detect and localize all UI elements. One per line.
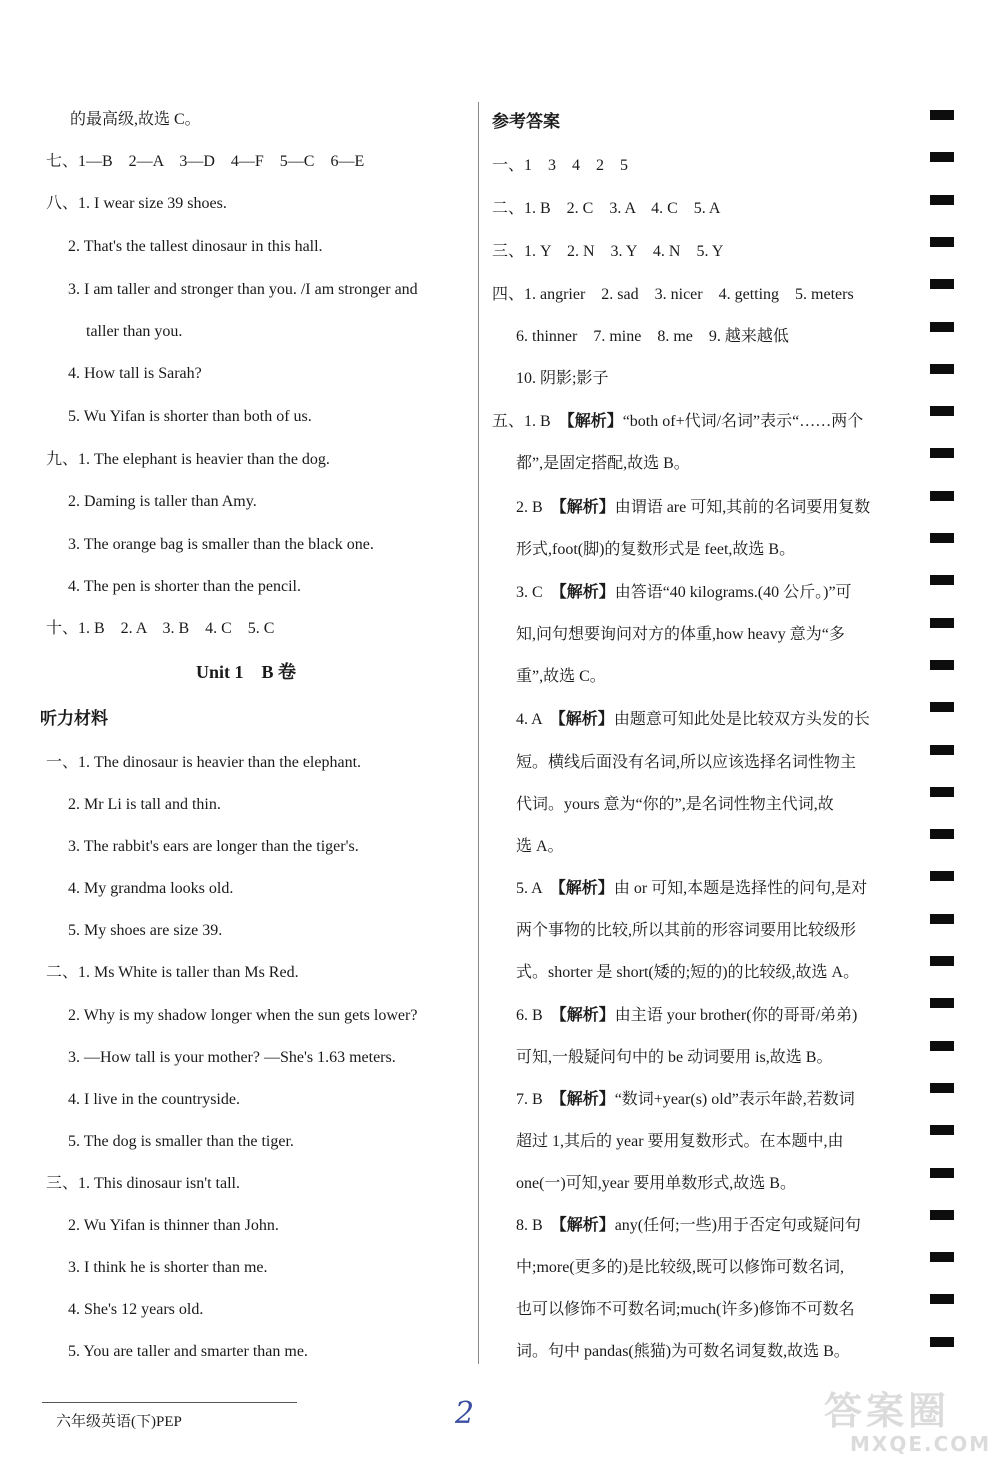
item-number: 4. A: [516, 711, 558, 728]
right-line: 词。句中 pandas(熊猫)为可数名词复数,故选 B。: [516, 1343, 850, 1360]
edge-bar: [930, 1294, 954, 1304]
item-number: 3. C: [516, 584, 559, 601]
left-line: 3. The orange bag is smaller than the black one.: [68, 536, 374, 553]
analysis-tag: 【解析】: [558, 1007, 615, 1024]
edge-bar: [930, 1252, 954, 1262]
right-line: 10. 阴影;影子: [516, 370, 609, 387]
analysis-tag: 【解析】: [566, 413, 623, 430]
edge-bar: [930, 745, 954, 755]
right-line: 式。shorter 是 short(矮的;短的)的比较级,故选 A。: [516, 964, 860, 981]
edge-bar: [930, 998, 954, 1008]
right-line: 三、1. Y 2. N 3. Y 4. N 5. Y: [492, 243, 724, 260]
right-line: 6. thinner 7. mine 8. me 9. 越来越低: [516, 328, 789, 345]
analysis-tag: 【解析】: [558, 584, 615, 601]
right-line: 代词。yours 意为“你的”,是名词性物主代词,故: [516, 796, 834, 813]
edge-bar: [930, 195, 954, 205]
left-line: 的最高级,故选 C。: [70, 111, 201, 128]
left-line: 七、1—B 2—A 3—D 4—F 5—C 6—E: [46, 153, 365, 170]
edge-bar: [930, 322, 954, 332]
left-line: 九、1. The elephant is heavier than the dog.: [46, 451, 330, 468]
edge-bar: [930, 1210, 954, 1220]
left-line: 十、1. B 2. A 3. B 4. C 5. C: [46, 620, 275, 637]
edge-bar: [930, 237, 954, 247]
item-number: 2. B: [516, 499, 559, 516]
right-line: 短。横线后面没有名词,所以应该选择名词性物主: [516, 754, 857, 771]
right-line: 重”,故选 C。: [516, 668, 606, 685]
right-line: 四、1. angrier 2. sad 3. nicer 4. getting 5. meters: [492, 286, 854, 303]
edge-bar: [930, 787, 954, 797]
left-line: 3. I am taller and stronger than you. /I am stronger and: [68, 281, 418, 298]
right-line: 选 A。: [516, 838, 564, 855]
analysis-tag: 【解析】: [558, 1091, 615, 1108]
edge-bar: [930, 1125, 954, 1135]
analysis-tag: 【解析】: [557, 711, 614, 728]
analysis-text: 由答语“40 kilograms.(40 公斤。)”可: [614, 584, 852, 601]
analysis-line: [492, 410, 863, 434]
section-heading: 听力材料: [40, 709, 108, 728]
edge-bar: [930, 1168, 954, 1178]
left-line: 4. I live in the countryside.: [68, 1091, 240, 1108]
analysis-line: [516, 1088, 855, 1112]
left-line: 5. Wu Yifan is shorter than both of us.: [68, 408, 312, 425]
right-line: 知,问句想要询问对方的体重,how heavy 意为“多: [516, 626, 845, 643]
left-line: 4. How tall is Sarah?: [68, 365, 202, 382]
edge-bar: [930, 702, 954, 712]
answers-heading: 参考答案: [492, 112, 560, 131]
analysis-text: 由题意可知此处是比较双方头发的长: [613, 711, 870, 728]
right-line: 都”,是固定搭配,故选 B。: [516, 455, 690, 472]
edge-bar: [930, 110, 954, 120]
analysis-text: 由 or 可知,本题是选择性的问句,是对: [613, 880, 868, 897]
watermark-title: 答案圈: [824, 1389, 951, 1433]
left-line: 4. The pen is shorter than the pencil.: [68, 578, 301, 595]
left-line: 2. Wu Yifan is thinner than John.: [68, 1217, 279, 1234]
item-number: 6. B: [516, 1007, 559, 1024]
left-line: 2. Daming is taller than Amy.: [68, 493, 257, 510]
left-line: 一、1. The dinosaur is heavier than the elephant.: [46, 754, 362, 771]
column-divider: [478, 102, 479, 1364]
right-line: 两个事物的比较,所以其前的形容词要用比较级形: [516, 922, 857, 939]
left-line: 5. You are taller and smarter than me.: [68, 1343, 308, 1360]
right-line: 形式,foot(脚)的复数形式是 feet,故选 B。: [516, 541, 796, 558]
footer-label: 六年级英语(下)PEP: [56, 1414, 182, 1430]
edge-bar: [930, 871, 954, 881]
analysis-line: [516, 1004, 857, 1028]
watermark: [780, 1380, 992, 1460]
left-line: 5. The dog is smaller than the tiger.: [68, 1133, 294, 1150]
left-line: 三、1. This dinosaur isn't tall.: [46, 1175, 240, 1192]
left-line: 5. My shoes are size 39.: [68, 922, 223, 939]
left-line: 2. That's the tallest dinosaur in this hall.: [68, 238, 323, 255]
edge-bar: [930, 660, 954, 670]
edge-bar: [930, 829, 954, 839]
item-number: 5. A: [516, 880, 558, 897]
edge-bar: [930, 1041, 954, 1051]
edge-bar: [930, 575, 954, 585]
left-line: 4. She's 12 years old.: [68, 1301, 204, 1318]
edge-bar: [930, 914, 954, 924]
edge-bar: [930, 533, 954, 543]
edge-bar: [930, 618, 954, 628]
analysis-text: any(任何;一些)用于否定句或疑问句: [614, 1217, 861, 1234]
left-line: 3. The rabbit's ears are longer than the tiger's.: [68, 838, 359, 855]
analysis-text: “both of+代词/名词”表示“……两个: [622, 413, 864, 430]
left-line: 3. I think he is shorter than me.: [68, 1259, 268, 1276]
right-line: 二、1. B 2. C 3. A 4. C 5. A: [492, 200, 721, 217]
right-line: 也可以修饰不可数名词;much(许多)修饰不可数名: [516, 1301, 855, 1318]
item-number: 7. B: [516, 1091, 559, 1108]
left-line: 八、1. I wear size 39 shoes.: [46, 195, 227, 212]
right-line: 可知,一般疑问句中的 be 动词要用 is,故选 B。: [516, 1049, 833, 1066]
analysis-tag: 【解析】: [558, 1217, 615, 1234]
item-number: 五、1. B: [492, 413, 567, 430]
analysis-line: [516, 1214, 861, 1238]
analysis-line: [516, 708, 870, 732]
right-line: one(一)可知,year 要用单数形式,故选 B。: [516, 1175, 796, 1192]
edge-bar: [930, 406, 954, 416]
right-line: 中;more(更多的)是比较级,既可以修饰可数名词,: [516, 1259, 844, 1276]
edge-bar: [930, 364, 954, 374]
left-line: 4. My grandma looks old.: [68, 880, 234, 897]
left-line: 2. Why is my shadow longer when the sun gets lower?: [68, 1007, 418, 1024]
analysis-text: 由主语 your brother(你的哥哥/弟弟): [614, 1007, 858, 1024]
edge-bar: [930, 491, 954, 501]
analysis-tag: 【解析】: [558, 499, 615, 516]
edge-bar: [930, 279, 954, 289]
analysis-line: [516, 877, 867, 901]
left-line: taller than you.: [86, 323, 183, 340]
edge-bar: [930, 1337, 954, 1347]
analysis-tag: 【解析】: [557, 880, 614, 897]
right-line: 一、1 3 4 2 5: [492, 157, 629, 174]
left-line: 二、1. Ms White is taller than Ms Red.: [46, 964, 299, 981]
edge-bar: [930, 956, 954, 966]
analysis-text: “数词+year(s) old”表示年龄,若数词: [614, 1091, 855, 1108]
left-line: 2. Mr Li is tall and thin.: [68, 796, 221, 813]
unit-title: Unit 1 B 卷: [196, 662, 297, 682]
page-number: 2: [455, 1396, 475, 1431]
analysis-line: [516, 496, 870, 520]
edge-bar: [930, 1083, 954, 1093]
analysis-line: [516, 581, 852, 605]
right-line: 超过 1,其后的 year 要用复数形式。在本题中,由: [516, 1133, 844, 1150]
edge-bar: [930, 152, 954, 162]
left-line: 3. —How tall is your mother? —She's 1.63 meters.: [68, 1049, 396, 1066]
watermark-url: MXQE.COM: [850, 1432, 992, 1456]
item-number: 8. B: [516, 1217, 559, 1234]
edge-bar: [930, 448, 954, 458]
analysis-text: 由谓语 are 可知,其前的名词要用复数: [614, 499, 871, 516]
footer-rule: [42, 1402, 297, 1403]
